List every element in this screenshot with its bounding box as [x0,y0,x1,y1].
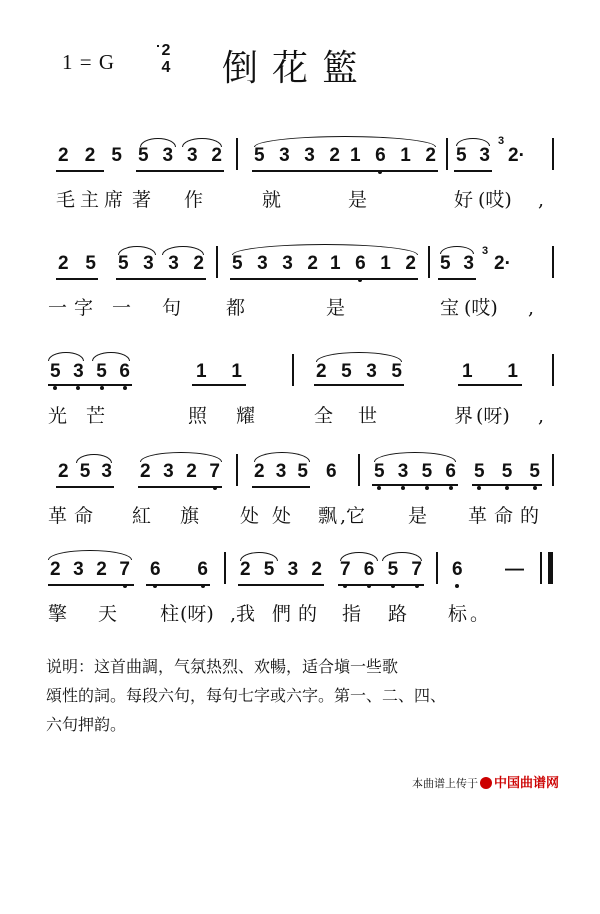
lyric: 界 [454,405,474,427]
note-group [452,558,524,582]
note: 3 [275,461,287,482]
note-group [58,460,112,484]
lyric: 席 [104,189,124,211]
time-signature [155,42,177,76]
note: 2 [307,253,318,274]
note: 3 [186,145,198,166]
note-group [138,144,222,168]
note-group [440,252,474,276]
lyric: 句 [162,297,182,319]
note: 2 [50,559,61,580]
lyric: 路 [388,603,408,625]
note: 2 [140,461,151,482]
note-group [240,558,322,582]
note-group [330,252,416,276]
note-group [340,558,422,582]
score-system-3 [0,352,600,452]
song-title: 倒花籃 [222,48,373,89]
lyric: 們 [272,603,292,625]
lyric: 毛 [56,189,76,211]
lyric: 紅 [132,505,152,527]
note-group [254,144,340,168]
source-footer [412,772,559,791]
note: 7 [411,558,422,582]
lyric: 世 [358,405,378,427]
note: 1 [507,361,518,382]
note: 6 [445,460,456,484]
lyric: 都 [226,297,246,319]
note: 3 [162,145,174,166]
lyric: ,它 [340,505,366,527]
note: 7 [340,558,351,582]
note: 5 [440,253,451,274]
note: 3 [101,461,112,482]
lyric: 柱 [160,603,180,625]
site-logo-icon [480,777,492,789]
explanation-text [46,652,566,739]
note-group [316,360,402,384]
lyric: 一 [48,297,68,319]
note: 2 [311,559,322,580]
lyric: 飘 [318,505,338,527]
note: 5 [79,461,91,482]
note: 3 [304,145,315,166]
note: 6 [197,558,208,582]
note: 2 [84,145,96,166]
key-signature: 1 = G [62,50,116,74]
lyric: 擎 [48,603,68,625]
note-group [232,252,318,276]
score-system-2 [0,244,600,344]
note: 5 [502,460,513,484]
note: 2· [508,145,525,166]
note: 1 [350,145,361,166]
note: 1 [380,253,391,274]
explanation-line: 頌性的詞。每段六句，每句七字或六字。第一、二、四、 [46,686,447,705]
note: 1 [400,145,411,166]
note: 5 [422,460,433,484]
note-group [196,360,242,384]
note: 5 [374,460,385,484]
note: 2 [58,461,69,482]
note-group [350,144,436,168]
lyric: 著 [132,189,152,211]
lyric: 指 [342,603,362,625]
score-system-4 [0,452,600,552]
note: 6 [326,461,337,482]
note: 3 [287,559,299,580]
note: 2 [186,461,197,482]
note: 6 [119,360,130,384]
meter-bottom: 4 [161,59,171,76]
note-group [508,144,538,168]
note: 5 [85,253,96,274]
notation-row [0,244,600,278]
note-group [58,144,122,168]
lyric: 宝 [440,297,460,319]
note: 2· [494,253,511,274]
note: 3 [73,360,84,384]
note: 5 [96,360,107,384]
note: 5 [254,145,265,166]
lyric: 主 [80,189,100,211]
note-group [326,460,342,484]
note: 3 [143,253,154,274]
lyric: 的 [520,505,540,527]
note: 6 [150,558,161,582]
note-group [494,252,524,276]
note-group [50,360,130,384]
meter-top: 2 [161,42,171,59]
lyric: 照 [188,405,208,427]
note: 2 [193,253,204,274]
note: 5 [529,460,540,484]
note: 1 [196,361,207,382]
note: 5 [391,361,402,382]
lyric: 全 [314,405,334,427]
note: 2 [329,145,340,166]
note: 6 [364,558,375,582]
note-group [150,558,208,582]
lyric: 天 [98,603,118,625]
lyric: 是 [326,297,346,319]
note-group [118,252,204,276]
note: 5 [263,559,275,580]
note: 7 [119,558,130,582]
footer-prefix: 本曲谱上传于 [412,778,478,790]
lyric: 就 [262,189,282,211]
note: 3 [168,253,179,274]
note: 3 [366,361,377,382]
lyric: 旗 [180,505,200,527]
note-group [58,252,96,276]
note: — [505,559,524,580]
note: 2 [96,559,107,580]
notation-row [0,352,600,386]
lyric: 字 [74,297,94,319]
explanation-line: 六句押韵。 [46,715,127,734]
note: 3 [282,253,293,274]
note-group [456,144,490,168]
note: 3 [479,145,490,166]
note: 6 [355,252,366,276]
note: 5 [341,361,352,382]
note: 5 [456,145,467,166]
note: 2 [405,253,416,274]
note-group [254,460,308,484]
lyric: 耀 [236,405,256,427]
notation-row [0,452,600,486]
lyric: 好 [454,189,474,211]
note: 5 [474,460,485,484]
note: 5 [297,461,308,482]
note: 2 [316,361,327,382]
note-group [140,460,220,484]
grace-note: 3 [498,135,505,147]
lyric: 处 [240,505,260,527]
lyric: 的 [298,603,318,625]
lyric: 命 [494,505,514,527]
note: 2 [425,145,436,166]
note: 3 [398,460,409,484]
lyric: (哎) [464,297,498,319]
lyric: 芒 [86,405,106,427]
note: 5 [232,253,243,274]
lyric: 处 [272,505,292,527]
lyric: (哎) [478,189,512,211]
lyric: (呀) [180,603,214,625]
note: 2 [240,559,251,580]
lyric: 命 [74,505,94,527]
lyric: 革 [468,505,488,527]
note: 5 [111,145,122,166]
lyric: 。 [470,603,490,625]
lyric: 作 [184,189,204,211]
note: 1 [462,361,473,382]
lyric: 是 [348,189,368,211]
note: 2 [254,461,265,482]
note: 1 [231,361,242,382]
lyric: , [528,297,535,319]
lyric: (呀) [476,405,510,427]
note-group [50,558,130,582]
note: 3 [257,253,268,274]
note: 5 [50,360,61,384]
note: 3 [279,145,290,166]
note: 6 [375,144,386,168]
note: 5 [138,145,149,166]
note: 2 [58,253,69,274]
notation-row [0,550,600,584]
lyric: 是 [408,505,428,527]
note: 5 [118,253,129,274]
note: 3 [163,461,174,482]
note: 5 [388,558,399,582]
lyric: , [538,189,545,211]
note-group [474,460,540,484]
note: 2 [211,145,222,166]
footer-site: 中国曲谱网 [494,775,560,790]
note: 2 [58,145,69,166]
score-system-5 [0,550,600,650]
score-system-1 [0,136,600,236]
note: 6 [452,558,463,582]
note-group [374,460,456,484]
lyric: 标 [448,603,468,625]
notation-row [0,136,600,170]
lyric: 革 [48,505,68,527]
lyric: 一 [112,297,132,319]
note: 3 [73,559,84,580]
note: 7 [209,460,220,484]
explanation-line: 说明：这首曲調，气氛热烈、欢暢，适合塡一些歌 [46,657,399,676]
lyric: 光 [48,405,68,427]
note-group [462,360,518,384]
grace-note: 3 [482,245,489,257]
note: 3 [463,253,474,274]
note: 1 [330,253,341,274]
lyric: ,我 [230,603,256,625]
lyric: , [538,405,545,427]
